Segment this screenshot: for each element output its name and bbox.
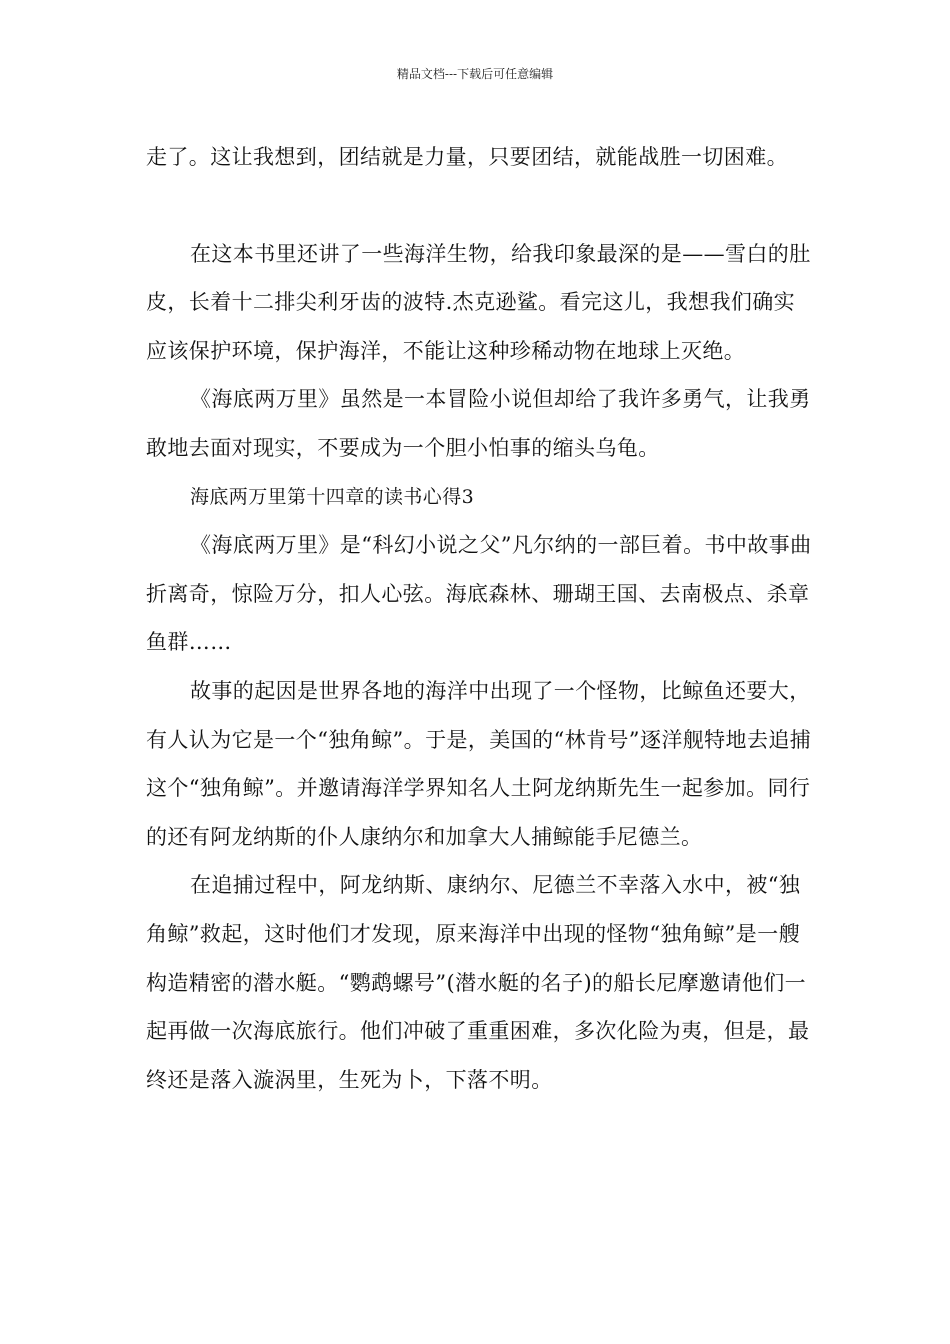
paragraph-pursuit: 在追捕过程中，阿龙纳斯、康纳尔、尼德兰不幸落入水中，被“独角鲸”救起，这时他们才发现，原来海洋中出现的怪物“独角鲸”是一艘构造精密的潜水艇。“鹦鹉螺号”(潜水艇的名子)的船长尼摩邀请他们一起再做一次海底旅行。他们冲破了重重困难，多次化险为夷，但是，最终还是落入漩涡里，生死为卜，下落不明。 [146, 873, 810, 1092]
paragraph-story-origin: 故事的起因是世界各地的海洋中出现了一个怪物，比鲸鱼还要大，有人认为它是一个“独角鲸”。于是，美国的“林肯号”逐洋舰特地去追捕这个“独角鲸”。并邀请海洋学界知名人土阿龙纳斯先生一起参加。同行的还有阿龙纳斯的仆人康纳尔和加拿大人捕鲸能手尼德兰。 [146, 678, 812, 849]
section-heading: 海底两万里第十四章的读书心得3 [190, 485, 475, 508]
paragraph-continued: 走了。这让我想到，团结就是力量，只要团结，就能战胜一切困难。 [146, 145, 788, 169]
paragraph-sea-creatures: 在这本书里还讲了一些海洋生物，给我印象最深的是——雪白的肚皮，长着十二排尖利牙齿的波特.杰克逊鲨。看完这儿，我想我们确实应该保护环境，保护海洋，不能让这种珍稀动物在地球上灭绝。 [146, 241, 811, 363]
paragraph-intro: 《海底两万里》是“科幻小说之父”凡尔纳的一部巨着。书中故事曲折离奇，惊险万分，扣人心弦。海底森林、珊瑚王国、去南极点、杀章鱼群…… [146, 533, 812, 655]
page-header: 精品文档---下载后可任意编辑 [396, 67, 554, 81]
document-body [146, 133, 816, 1104]
paragraph-courage: 《海底两万里》虽然是一本冒险小说但却给了我许多勇气，让我勇敢地去面对现实，不要成为一个胆小怕事的缩头乌龟。 [146, 387, 811, 460]
